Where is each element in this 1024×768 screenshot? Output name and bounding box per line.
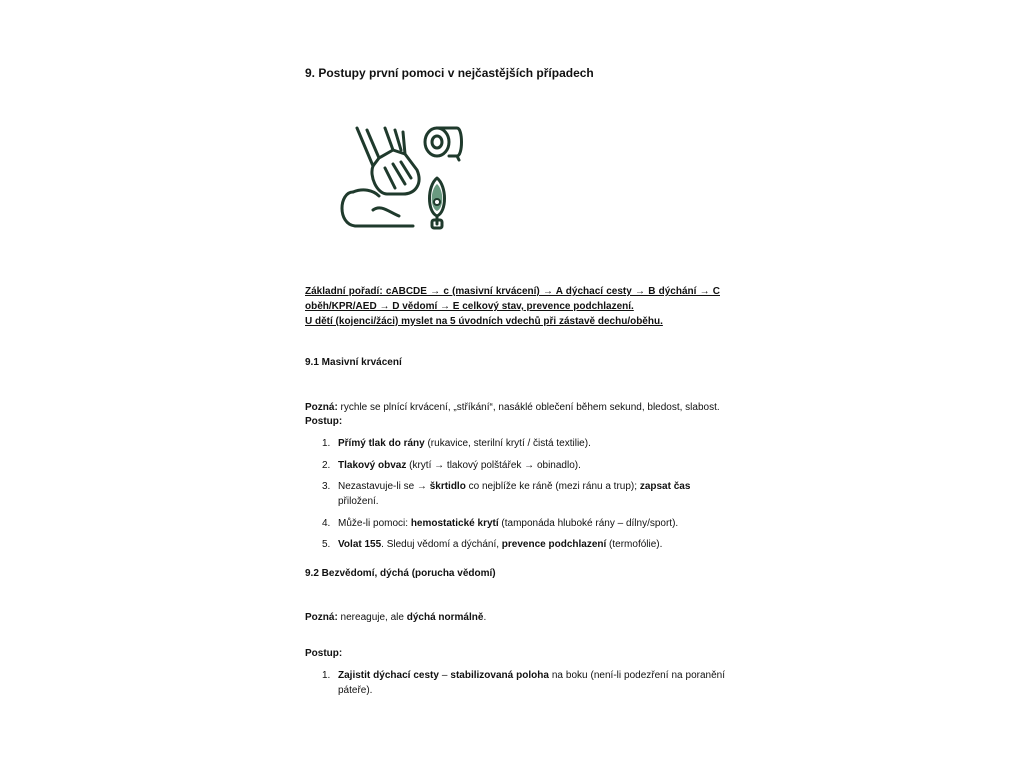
steps-list-bleeding: [305, 436, 725, 559]
cpr-first-aid-icon: [333, 120, 473, 232]
steps-list-unconscious: [305, 668, 725, 705]
recognize-label: Pozná:: [305, 402, 338, 413]
recognize-text: rychle se plnící krvácení, „stříkání“, nasáklé oblečení během sekund, bledost, slabost.: [337, 402, 720, 413]
section-heading: 9. Postupy první pomoci v nejčastějších případech: [305, 66, 594, 80]
recognize-label: Pozná:: [305, 612, 338, 623]
recognize-paragraph-bleeding: [305, 401, 725, 429]
list-item: 5. Volat 155. Sleduj vědomí a dýchání, prevence podchlazení (termofólie).: [322, 539, 663, 550]
list-item: 4. Může-li pomoci: hemostatické krytí (tamponáda hluboké rány – dílny/sport).: [322, 517, 679, 529]
list-item: 1. Zajistit dýchací cesty – stabilizovaná poloha na boku (není-li podezření na poranění páteře).: [322, 670, 725, 696]
subsection-title-bleeding: 9.1 Masivní krvácení: [305, 357, 402, 368]
summary-line-2: U dětí (kojenci/žáci) myslet na 5 úvodních vdechů při zástavě dechu/oběhu.: [305, 316, 663, 327]
list-item: 1. Přímý tlak do rány (rukavice, sterilní krytí / čistá textilie).: [322, 438, 591, 449]
summary-paragraph: [305, 284, 720, 329]
list-item: 3. Nezastavuje-li se → škrtidlo co nejblíže ke ráně (mezi ránu a trup); zapsat čas přiložení.: [322, 481, 691, 507]
procedure-label-unconscious: Postup:: [305, 648, 343, 659]
summary-line-1: Základní pořadí: cABCDE → c (masivní krvácení) → A dýchací cesty → B dýchání → C oběh/KPR/AED → D vědomí → E celkový stav, prevence podchlazení.: [305, 286, 720, 312]
procedure-label: Postup:: [305, 416, 343, 427]
list-item: 2. Tlakový obvaz (krytí → tlakový polštářek → obinadlo).: [322, 459, 581, 471]
recognize-paragraph-unconscious: Pozná: nereaguje, ale dýchá normálně.: [305, 612, 487, 623]
subsection-title-unconscious: 9.2 Bezvědomí, dýchá (porucha vědomí): [305, 568, 496, 579]
